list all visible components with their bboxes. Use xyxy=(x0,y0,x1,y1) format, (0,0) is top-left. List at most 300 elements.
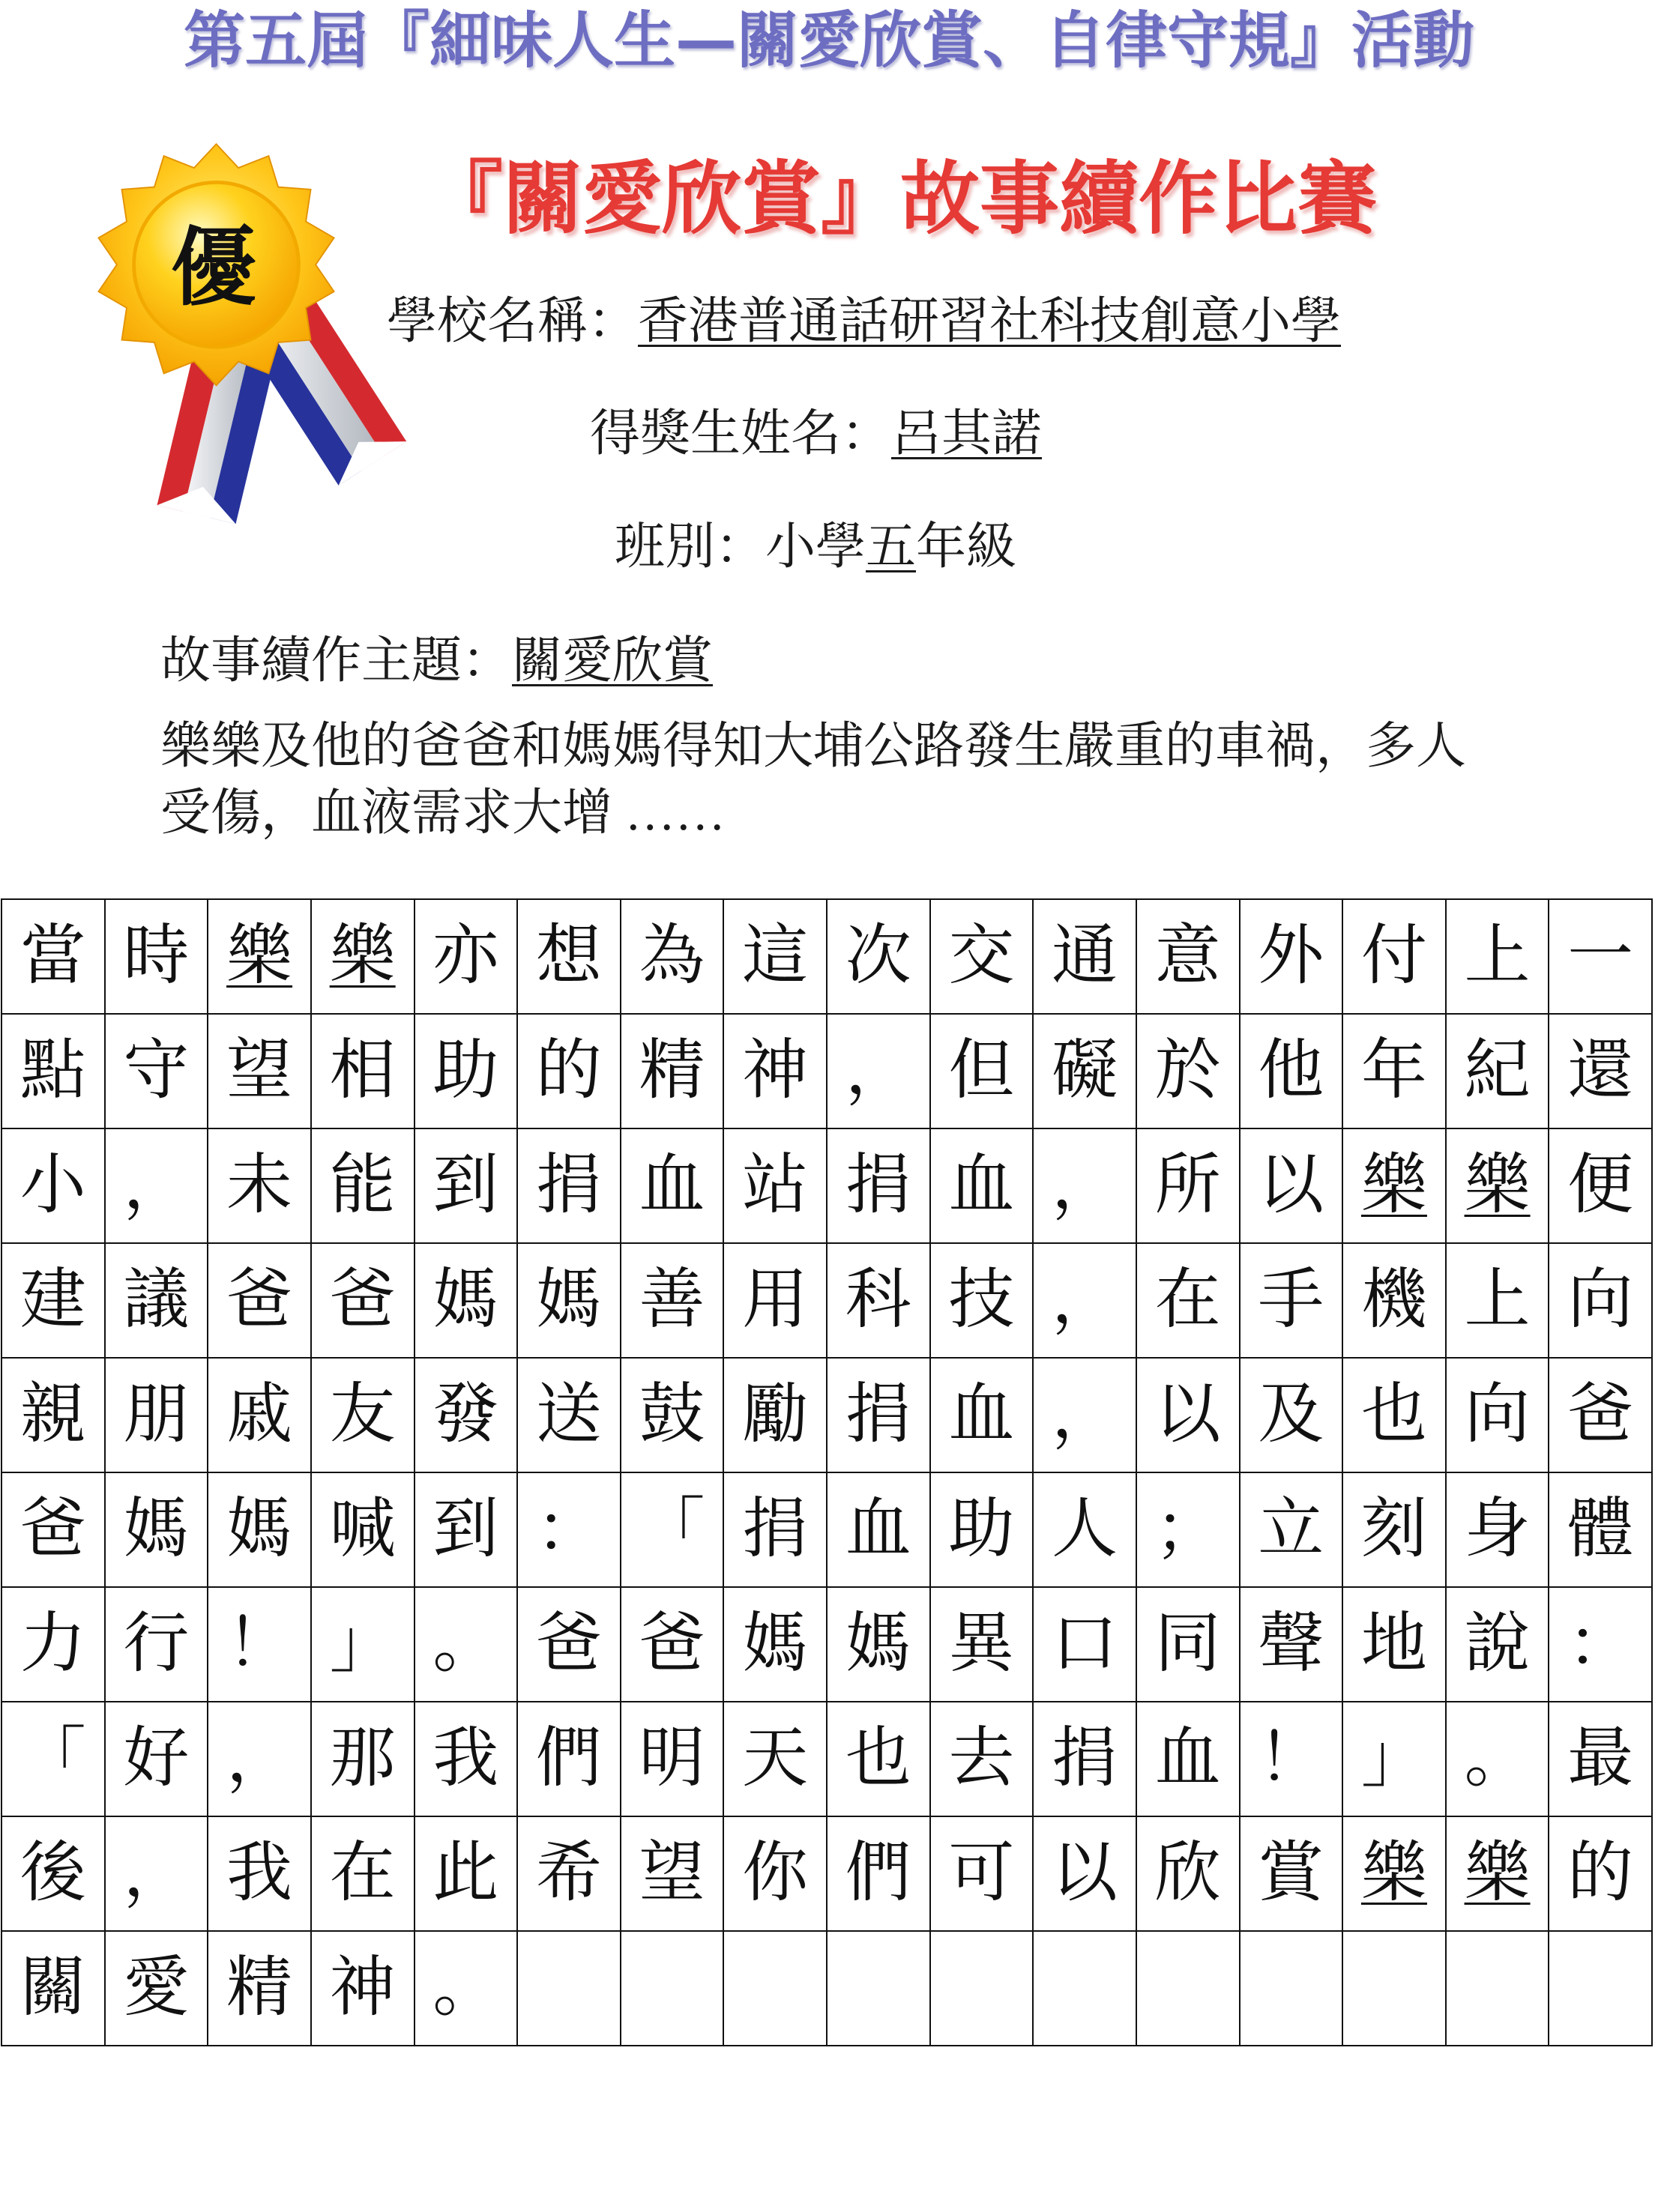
grid-char: 血 xyxy=(948,1149,1015,1222)
grid-cell xyxy=(105,1014,208,1128)
grid-char: 外 xyxy=(1258,919,1324,993)
grid-char: 好 xyxy=(123,1722,190,1795)
grid-cell xyxy=(723,1587,827,1702)
grid-char: 爸 xyxy=(226,1263,293,1337)
story-theme-line xyxy=(160,631,713,691)
grid-cell xyxy=(414,1128,518,1243)
grid-char: 同 xyxy=(1154,1607,1221,1681)
grid-char: 神 xyxy=(742,1034,809,1107)
grid-cell xyxy=(1136,1358,1240,1472)
grid-cell xyxy=(1446,1358,1549,1472)
grid-char: 最 xyxy=(1567,1722,1634,1795)
grid-cell-empty xyxy=(1342,1931,1446,2046)
grid-cell xyxy=(105,1816,208,1931)
grid-cell xyxy=(517,1702,621,1816)
grid-cell xyxy=(311,1816,414,1931)
grid-char: 們 xyxy=(845,1837,911,1910)
grid-cell xyxy=(1549,1243,1652,1358)
grid-cell xyxy=(723,1358,827,1472)
grid-cell xyxy=(1549,899,1652,1014)
grid-row xyxy=(1,899,1652,1014)
grid-char: 捐 xyxy=(845,1149,911,1222)
grid-cell xyxy=(1446,1702,1549,1816)
grid-char: 科 xyxy=(845,1263,911,1337)
grid-cell xyxy=(621,899,724,1014)
grid-cell xyxy=(1033,1128,1136,1243)
grid-char: 當 xyxy=(19,919,86,993)
grid-char-underlined: 樂 xyxy=(226,919,293,993)
grid-cell xyxy=(414,899,518,1014)
grid-cell xyxy=(1136,1128,1240,1243)
class-line xyxy=(615,517,1016,577)
grid-cell xyxy=(517,1472,621,1587)
grid-cell xyxy=(1,899,105,1014)
grid-cell xyxy=(1136,1243,1240,1358)
grid-char: 以 xyxy=(1154,1378,1221,1451)
grid-cell xyxy=(414,1702,518,1816)
grid-cell xyxy=(105,1128,208,1243)
grid-char: 我 xyxy=(432,1722,499,1795)
grid-char: 去 xyxy=(948,1722,1015,1795)
grid-cell xyxy=(414,1816,518,1931)
grid-cell xyxy=(208,1816,311,1931)
grid-char: 的 xyxy=(1567,1837,1634,1910)
grid-char: 「 xyxy=(19,1722,86,1795)
grid-char: 口 xyxy=(1052,1607,1118,1681)
grid-char: ， xyxy=(123,1837,190,1910)
school-name-line xyxy=(387,291,1341,351)
grid-cell xyxy=(1240,1243,1343,1358)
grid-row xyxy=(1,1358,1652,1472)
grid-char: 我 xyxy=(226,1837,293,1910)
grid-char: 天 xyxy=(742,1722,809,1795)
grid-cell xyxy=(930,1816,1034,1931)
grid-char: 善 xyxy=(639,1263,705,1337)
grid-cell xyxy=(1446,1128,1549,1243)
grid-cell xyxy=(1,1128,105,1243)
grid-cell xyxy=(517,1358,621,1472)
grid-cell xyxy=(1342,1358,1446,1472)
grid-char: 及 xyxy=(1258,1378,1324,1451)
grid-cell xyxy=(414,1014,518,1128)
grid-char: 」 xyxy=(329,1607,396,1681)
story-intro-line: 受傷，血液需求大增 …… xyxy=(160,785,726,841)
grid-cell xyxy=(827,1014,930,1128)
grid-cell xyxy=(1446,1472,1549,1587)
grid-char: 捐 xyxy=(845,1378,911,1451)
grid-cell xyxy=(517,1243,621,1358)
grid-row xyxy=(1,1587,1652,1702)
class-value-grade: 五 xyxy=(866,519,916,575)
grid-cell xyxy=(311,1931,414,2046)
grid-char: 親 xyxy=(19,1378,86,1451)
grid-char: 血 xyxy=(948,1378,1015,1451)
grid-cell-empty xyxy=(1240,1931,1343,2046)
grid-char: 用 xyxy=(742,1263,809,1337)
grid-char: 的 xyxy=(535,1034,602,1107)
grid-cell xyxy=(827,1358,930,1472)
grid-row xyxy=(1,1816,1652,1931)
student-name-label: 得獎生姓名： xyxy=(590,406,891,462)
grid-cell xyxy=(311,1472,414,1587)
grid-char-underlined: 樂 xyxy=(1464,1837,1531,1910)
grid-cell xyxy=(1033,1014,1136,1128)
grid-cell xyxy=(1342,1243,1446,1358)
grid-char: 望 xyxy=(226,1034,293,1107)
grid-cell xyxy=(1136,1587,1240,1702)
grid-char: 爸 xyxy=(639,1607,705,1681)
grid-cell xyxy=(621,1128,724,1243)
event-title: 第五屆『細味人生—關愛欣賞、自律守規』活動 xyxy=(183,5,1474,76)
grid-char: 以 xyxy=(1052,1837,1118,1910)
grid-cell xyxy=(517,1587,621,1702)
grid-row xyxy=(1,1931,1652,2046)
grid-cell xyxy=(723,1128,827,1243)
grid-cell xyxy=(105,1931,208,2046)
grid-cell xyxy=(1342,1472,1446,1587)
grid-cell xyxy=(1342,1702,1446,1816)
grid-cell xyxy=(208,1472,311,1587)
grid-cell xyxy=(414,1587,518,1702)
grid-cell xyxy=(930,1014,1034,1128)
grid-char: 媽 xyxy=(432,1263,499,1337)
grid-char: 通 xyxy=(1052,919,1118,993)
grid-cell xyxy=(1342,1128,1446,1243)
story-intro-line: 樂樂及他的爸爸和媽媽得知大埔公路發生嚴重的車禍，多人 xyxy=(160,719,1466,774)
grid-char: 身 xyxy=(1464,1493,1531,1566)
award-medal-icon xyxy=(88,142,412,529)
grid-cell xyxy=(105,899,208,1014)
grid-char: 他 xyxy=(1258,1034,1324,1107)
grid-cell-empty xyxy=(621,1931,724,2046)
grid-char: 希 xyxy=(535,1837,602,1910)
grid-cell xyxy=(208,1014,311,1128)
grid-char: 體 xyxy=(1567,1493,1634,1566)
grid-cell xyxy=(414,1931,518,2046)
grid-char: 於 xyxy=(1154,1034,1221,1107)
grid-char: 喊 xyxy=(329,1493,396,1566)
school-name-value: 香港普通話研習社科技創意小學 xyxy=(638,294,1341,349)
grid-char: ， xyxy=(1052,1378,1118,1451)
grid-char: 便 xyxy=(1567,1149,1634,1222)
grid-char: 「 xyxy=(639,1493,705,1566)
grid-char: 未 xyxy=(226,1149,293,1222)
grid-cell xyxy=(621,1014,724,1128)
grid-cell-empty xyxy=(1549,1931,1652,2046)
grid-row xyxy=(1,1702,1652,1816)
grid-char: 愛 xyxy=(123,1951,190,2025)
grid-char: 時 xyxy=(123,919,190,993)
grid-cell xyxy=(1240,1472,1343,1587)
grid-char: 建 xyxy=(19,1263,86,1337)
grid-cell xyxy=(311,1243,414,1358)
grid-row xyxy=(1,1014,1652,1128)
grid-cell xyxy=(1,1358,105,1472)
grid-cell xyxy=(1,1816,105,1931)
grid-cell xyxy=(827,1587,930,1702)
grid-cell xyxy=(723,1014,827,1128)
class-value-suffix: 年級 xyxy=(916,519,1016,575)
grid-char: 付 xyxy=(1360,919,1427,993)
grid-cell xyxy=(1033,1358,1136,1472)
grid-cell xyxy=(105,1702,208,1816)
grid-cell xyxy=(311,1014,414,1128)
grid-char: 媽 xyxy=(226,1493,293,1566)
grid-cell xyxy=(517,1014,621,1128)
grid-cell xyxy=(311,1128,414,1243)
grid-char: 刻 xyxy=(1360,1493,1427,1566)
grid-char: 賞 xyxy=(1258,1837,1324,1910)
grid-char: 欣 xyxy=(1154,1837,1221,1910)
story-theme-value: 關愛欣賞 xyxy=(512,633,713,689)
grid-cell xyxy=(930,1472,1034,1587)
grid-char: ： xyxy=(535,1493,602,1566)
grid-cell xyxy=(105,1587,208,1702)
grid-row xyxy=(1,1128,1652,1243)
grid-char: 亦 xyxy=(432,919,499,993)
grid-char: 爸 xyxy=(535,1607,602,1681)
grid-cell xyxy=(723,899,827,1014)
grid-char: 朋 xyxy=(123,1378,190,1451)
grid-cell xyxy=(1,1587,105,1702)
grid-char: 爸 xyxy=(329,1263,396,1337)
grid-row xyxy=(1,1472,1652,1587)
grid-char: 紀 xyxy=(1464,1034,1531,1107)
grid-cell xyxy=(1,1702,105,1816)
grid-char: 議 xyxy=(123,1263,190,1337)
story-writing-grid xyxy=(1,898,1653,2046)
grid-char: 還 xyxy=(1567,1034,1634,1107)
grid-char: 次 xyxy=(845,919,911,993)
grid-char: ； xyxy=(1154,1493,1221,1566)
grid-char: 手 xyxy=(1258,1263,1324,1337)
grid-char: 年 xyxy=(1360,1034,1427,1107)
grid-char: 立 xyxy=(1258,1493,1324,1566)
grid-char: 望 xyxy=(639,1837,705,1910)
grid-char: 此 xyxy=(432,1837,499,1910)
grid-char: 你 xyxy=(742,1837,809,1910)
grid-cell xyxy=(311,1587,414,1702)
grid-char: 這 xyxy=(742,919,809,993)
grid-char: 關 xyxy=(19,1951,86,2025)
grid-char: 技 xyxy=(948,1263,1015,1337)
grid-cell xyxy=(105,1472,208,1587)
grid-cell xyxy=(208,1702,311,1816)
competition-title: 『關愛欣賞』故事續作比賽 xyxy=(423,153,1377,245)
grid-char: 但 xyxy=(948,1034,1015,1107)
grid-char: 在 xyxy=(1154,1263,1221,1337)
grid-char: ！ xyxy=(1258,1722,1324,1795)
grid-cell xyxy=(208,1931,311,2046)
grid-char: 血 xyxy=(639,1149,705,1222)
grid-cell xyxy=(1,1931,105,2046)
grid-cell xyxy=(1240,1014,1343,1128)
grid-cell xyxy=(930,1243,1034,1358)
grid-cell xyxy=(1,1243,105,1358)
story-grid-body xyxy=(1,899,1652,2046)
grid-char: 一 xyxy=(1567,919,1634,993)
grid-cell-empty xyxy=(723,1931,827,2046)
grid-cell xyxy=(723,1243,827,1358)
grid-cell xyxy=(1033,899,1136,1014)
grid-char: 守 xyxy=(123,1034,190,1107)
grid-char: 那 xyxy=(329,1722,396,1795)
grid-cell xyxy=(311,1358,414,1472)
grid-cell xyxy=(1342,899,1446,1014)
grid-char: 為 xyxy=(639,919,705,993)
grid-cell xyxy=(414,1358,518,1472)
grid-char: 上 xyxy=(1464,919,1531,993)
grid-cell xyxy=(208,1358,311,1472)
grid-cell xyxy=(1342,1587,1446,1702)
grid-cell-empty xyxy=(1136,1931,1240,2046)
grid-char: 向 xyxy=(1567,1263,1634,1337)
grid-cell xyxy=(621,1587,724,1702)
grid-cell xyxy=(414,1472,518,1587)
grid-cell xyxy=(1240,1358,1343,1472)
grid-cell xyxy=(208,1587,311,1702)
grid-cell-empty xyxy=(1033,1931,1136,2046)
grid-char: 說 xyxy=(1464,1607,1531,1681)
grid-char: 點 xyxy=(19,1034,86,1107)
grid-char: 所 xyxy=(1154,1149,1221,1222)
grid-char: 小 xyxy=(19,1149,86,1222)
grid-cell xyxy=(1342,1014,1446,1128)
grid-char: 。 xyxy=(432,1607,499,1681)
grid-cell xyxy=(1549,1128,1652,1243)
grid-char: 精 xyxy=(639,1034,705,1107)
grid-char-underlined: 樂 xyxy=(1360,1837,1427,1910)
grid-char: 也 xyxy=(1360,1378,1427,1451)
grid-row xyxy=(1,1243,1652,1358)
grid-cell xyxy=(311,899,414,1014)
grid-cell xyxy=(1240,1816,1343,1931)
grid-cell xyxy=(1342,1816,1446,1931)
medal-grade-text: 優 xyxy=(170,217,256,318)
grid-char: 捐 xyxy=(1052,1722,1118,1795)
grid-cell xyxy=(311,1702,414,1816)
grid-cell xyxy=(827,1816,930,1931)
grid-cell xyxy=(1136,1702,1240,1816)
grid-char: 到 xyxy=(432,1493,499,1566)
grid-cell xyxy=(1136,1014,1240,1128)
grid-cell xyxy=(1549,1472,1652,1587)
grid-cell xyxy=(827,1128,930,1243)
grid-char: 意 xyxy=(1154,919,1221,993)
grid-char: 可 xyxy=(948,1837,1015,1910)
grid-char: ， xyxy=(845,1034,911,1107)
grid-cell xyxy=(1033,1816,1136,1931)
grid-cell xyxy=(517,1128,621,1243)
grid-cell xyxy=(621,1816,724,1931)
grid-cell xyxy=(105,1243,208,1358)
grid-char: 。 xyxy=(432,1951,499,2025)
grid-char: 捐 xyxy=(742,1493,809,1566)
school-name-label: 學校名稱： xyxy=(387,294,638,349)
grid-char: ， xyxy=(226,1722,293,1795)
grid-cell xyxy=(1549,1702,1652,1816)
grid-cell xyxy=(1,1472,105,1587)
grid-char: 友 xyxy=(329,1378,396,1451)
grid-char-underlined: 樂 xyxy=(1360,1149,1427,1222)
grid-char: 」 xyxy=(1360,1722,1427,1795)
grid-char: 機 xyxy=(1360,1263,1427,1337)
grid-cell xyxy=(930,1358,1034,1472)
grid-char: 爸 xyxy=(1567,1378,1634,1451)
grid-cell xyxy=(621,1472,724,1587)
grid-cell xyxy=(1033,1243,1136,1358)
grid-cell-empty xyxy=(517,1931,621,2046)
grid-char: ， xyxy=(123,1149,190,1222)
grid-cell xyxy=(1446,899,1549,1014)
grid-char: 力 xyxy=(19,1607,86,1681)
grid-char: 地 xyxy=(1360,1607,1427,1681)
grid-char: 異 xyxy=(948,1607,1015,1681)
grid-cell xyxy=(827,1472,930,1587)
grid-cell xyxy=(621,1243,724,1358)
grid-cell xyxy=(1549,1587,1652,1702)
grid-char: 。 xyxy=(1464,1722,1531,1795)
grid-char: ， xyxy=(1052,1263,1118,1337)
grid-cell xyxy=(1549,1358,1652,1472)
grid-char: 礙 xyxy=(1052,1034,1118,1107)
grid-char: 勵 xyxy=(742,1378,809,1451)
grid-char: 上 xyxy=(1464,1263,1531,1337)
grid-char: 血 xyxy=(845,1493,911,1566)
grid-cell xyxy=(1446,1816,1549,1931)
grid-char: 站 xyxy=(742,1149,809,1222)
grid-char: 後 xyxy=(19,1837,86,1910)
grid-char: 血 xyxy=(1154,1722,1221,1795)
grid-char: 精 xyxy=(226,1951,293,2025)
grid-cell-empty xyxy=(827,1931,930,2046)
grid-cell xyxy=(723,1816,827,1931)
grid-cell xyxy=(1136,1816,1240,1931)
grid-cell xyxy=(827,1702,930,1816)
grid-char: 神 xyxy=(329,1951,396,2025)
grid-cell xyxy=(1136,899,1240,1014)
grid-cell xyxy=(827,899,930,1014)
grid-char-underlined: 樂 xyxy=(329,919,396,993)
grid-cell xyxy=(621,1702,724,1816)
grid-cell xyxy=(1446,1014,1549,1128)
grid-char: 鼓 xyxy=(639,1378,705,1451)
grid-cell xyxy=(1240,1128,1343,1243)
grid-char: 行 xyxy=(123,1607,190,1681)
grid-cell xyxy=(1240,1702,1343,1816)
grid-cell xyxy=(517,1816,621,1931)
grid-char: 媽 xyxy=(123,1493,190,1566)
grid-char: 助 xyxy=(948,1493,1015,1566)
grid-cell xyxy=(827,1243,930,1358)
grid-char: 想 xyxy=(535,919,602,993)
grid-cell xyxy=(1136,1472,1240,1587)
grid-cell xyxy=(930,1702,1034,1816)
grid-cell xyxy=(208,1128,311,1243)
grid-cell xyxy=(105,1358,208,1472)
grid-cell xyxy=(1446,1243,1549,1358)
grid-cell xyxy=(1240,899,1343,1014)
grid-char: 明 xyxy=(639,1722,705,1795)
grid-cell xyxy=(1549,1014,1652,1128)
story-theme-label: 故事續作主題： xyxy=(160,633,512,689)
grid-cell xyxy=(1033,1587,1136,1702)
grid-cell xyxy=(1446,1587,1549,1702)
grid-char: 也 xyxy=(845,1722,911,1795)
grid-char: 媽 xyxy=(535,1263,602,1337)
grid-cell xyxy=(723,1702,827,1816)
grid-cell xyxy=(208,899,311,1014)
